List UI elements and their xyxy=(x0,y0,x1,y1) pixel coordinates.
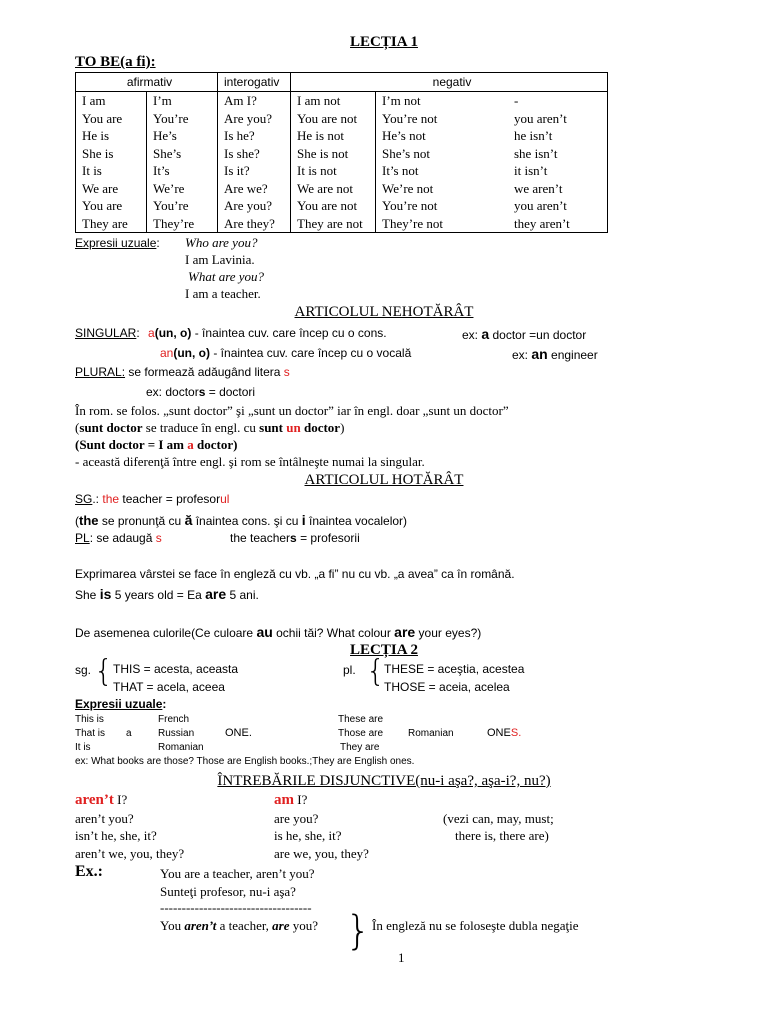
table-cell: He is not xyxy=(297,128,344,143)
grid-that-is: That is xyxy=(75,728,106,739)
table-cell: They’re not xyxy=(382,215,444,231)
colour-line: De asemenea culorile(Ce culoare au ochii tăi? What colour are your eyes?) xyxy=(75,624,482,640)
tag-questions-title: ÎNTREBĂRILE DISJUNCTIVE(nu-i aşa?, aşa-i?, nu?) xyxy=(217,773,551,789)
table-cell: Are we? xyxy=(224,180,268,196)
table-cell: he isn’t xyxy=(514,128,553,143)
age-expression-line: Exprimarea vârstei se face în engleză cu vb. „a fi” nu cu vb. „a avea” ca în română. xyxy=(75,567,515,581)
expr-what: What are you? xyxy=(188,269,265,284)
table-cell: We’re not xyxy=(382,180,434,196)
translation-line: (sunt doctor se traduce în engl. cu sunt un doctor) xyxy=(75,420,345,435)
example-2: Sunteţi profesor, nu-i aşa? xyxy=(160,884,296,899)
table-cell: It’s xyxy=(153,163,170,178)
pl-label: pl. xyxy=(343,663,356,677)
singular-line-a: SINGULAR: a(un, o) - înaintea cuv. care încep cu o cons. xyxy=(75,326,387,340)
table-cell: You are not xyxy=(297,110,358,126)
is-he: is he, she, it? xyxy=(274,828,342,843)
lesson1-title: LECȚIA 1 xyxy=(350,34,418,50)
grid-romanian-2: Romanian xyxy=(408,728,454,739)
expr-who: Who are you? xyxy=(185,235,258,250)
lesson2-title: LECȚIA 2 xyxy=(350,642,418,658)
brace-left-icon: { xyxy=(94,654,114,689)
table-cell: It is xyxy=(82,163,102,178)
col-affirmative-short xyxy=(147,92,218,233)
grid-these-are: These are xyxy=(338,714,384,725)
are-you: are you? xyxy=(274,811,319,826)
table-cell: you aren’t xyxy=(514,198,567,213)
sunt-doctor-line: (Sunt doctor = I am a doctor) xyxy=(75,437,238,452)
table-cell: He’s xyxy=(153,128,177,143)
table-cell: Are you? xyxy=(224,198,273,213)
romanian-usage-line: În rom. se folos. „sunt doctor” şi „sunt un doctor” iar în engl. doar „sunt un doctor” xyxy=(75,403,509,418)
expresii-label-2: Expresii uzuale: xyxy=(75,697,167,711)
example-1: You are a teacher, aren’t you? xyxy=(160,866,315,881)
this-definition: THIS = acesta, aceasta xyxy=(113,662,239,676)
table-cell: I am xyxy=(82,93,106,108)
table-cell: You’re not xyxy=(382,198,438,213)
header-negativ: negativ xyxy=(291,73,608,92)
table-cell: Is it? xyxy=(224,163,250,178)
col-negative-full xyxy=(291,92,376,233)
table-cell: You’re not xyxy=(382,110,438,126)
expr-lavinia: I am Lavinia. xyxy=(185,252,255,267)
table-cell: We are xyxy=(82,180,119,196)
table-cell: They are not xyxy=(297,215,363,231)
grid-russian: Russian xyxy=(158,728,195,739)
grid-those-are: Those are xyxy=(338,728,384,739)
example-an-engineer: ex: an engineer xyxy=(512,346,598,362)
table-cell: She’s not xyxy=(382,145,431,161)
isnt-he: isn’t he, she, it? xyxy=(75,828,157,843)
table-cell: she isn’t xyxy=(514,145,558,161)
grid-a: a xyxy=(126,728,132,739)
table-cell: You’re xyxy=(153,198,189,213)
table-body xyxy=(76,92,608,233)
table-cell: We are not xyxy=(297,180,353,196)
table-cell: She is xyxy=(82,145,114,161)
col-interrogative xyxy=(218,92,291,233)
table-cell: - xyxy=(514,93,519,108)
grid-french: French xyxy=(158,714,190,725)
sg-label: sg. xyxy=(75,663,92,677)
table-cell: Is he? xyxy=(224,128,255,143)
table-cell: we aren’t xyxy=(514,180,563,196)
double-negation-note: În engleză nu se foloseşte dubla negaţie xyxy=(372,918,579,933)
brace-right-icon: { xyxy=(366,654,386,689)
expr-teacher: I am a teacher. xyxy=(185,286,261,301)
example-a-doctor: ex: a doctor =un doctor xyxy=(462,326,587,342)
see-modals-note: (vezi can, may, must; xyxy=(443,811,554,826)
table-cell: they aren’t xyxy=(514,215,570,231)
grid-this-is: This is xyxy=(75,714,104,725)
those-definition: THOSE = aceia, acelea xyxy=(384,680,510,694)
arent-i: aren’t I? xyxy=(75,792,128,808)
table-cell: You’re xyxy=(153,110,189,126)
grid-romanian: Romanian xyxy=(158,742,204,753)
pl-example: the teachers = profesorii xyxy=(230,531,360,545)
indefinite-article-title: ARTICOLUL NEHOTĂRÂT xyxy=(294,304,474,320)
definite-article-title: ARTICOLUL HOTĂRÂT xyxy=(304,472,464,488)
table-cell: it isn’t xyxy=(514,163,548,178)
table-cell: You are xyxy=(82,110,123,126)
table-cell: It is not xyxy=(297,163,337,178)
to-be-table xyxy=(75,72,608,233)
table-cell: They’re xyxy=(153,215,195,231)
table-cell: He’s not xyxy=(382,128,426,143)
sg-line: SG.: the teacher = profesorul xyxy=(75,492,230,506)
are-we: are we, you, they? xyxy=(274,846,369,861)
there-is-note: there is, there are) xyxy=(455,828,549,843)
header-interogativ: interogativ xyxy=(218,73,291,92)
these-definition: THESE = aceştia, acestea xyxy=(384,662,525,676)
table-cell: Am I? xyxy=(224,93,257,108)
header-afirmativ: afirmativ xyxy=(76,73,218,92)
table-cell: You are not xyxy=(297,198,358,213)
table-cell: Is she? xyxy=(224,145,260,161)
table-header-row xyxy=(76,73,608,92)
singular-line-an: an(un, o) - înaintea cuv. care încep cu o vocală xyxy=(160,346,412,360)
table-cell: He is xyxy=(82,128,110,143)
table-cell: You are xyxy=(82,198,123,213)
grid-ones: ONES. xyxy=(487,727,522,739)
col-negative-contracted xyxy=(500,92,608,233)
table-cell: She is not xyxy=(297,145,349,161)
col-negative-short xyxy=(376,92,501,233)
table-cell: It’s not xyxy=(382,163,419,178)
plural-example: ex: doctors = doctori xyxy=(146,385,256,399)
table-cell: We’re xyxy=(153,180,185,196)
table-cell: I am not xyxy=(297,93,341,108)
table-cell: She’s xyxy=(153,145,182,161)
page-number: 1 xyxy=(398,950,405,965)
table-cell: They are xyxy=(82,215,128,231)
example-label: Ex.: xyxy=(75,863,103,880)
table-cell: I’m not xyxy=(382,93,421,108)
example-3: You aren’t a teacher, are you? xyxy=(160,918,319,933)
table-cell: I’m xyxy=(153,93,172,108)
arent-we: aren’t we, you, they? xyxy=(75,846,185,861)
col-affirmative-full xyxy=(76,92,147,233)
plural-line: PLURAL: se formează adăugând litera s xyxy=(75,365,290,379)
am-i: am I? xyxy=(274,792,308,808)
that-definition: THAT = acela, aceea xyxy=(113,680,225,694)
grid-one: ONE. xyxy=(225,727,252,739)
difference-line: - această diferenţă între engl. şi rom se întâlneşte numai la singular. xyxy=(75,454,425,469)
table-cell: Are they? xyxy=(224,215,275,231)
grid-they-are: They are xyxy=(340,742,380,753)
separator-dashes: ----------------------------------- xyxy=(160,900,312,915)
table-cell: Are you? xyxy=(224,110,273,126)
pl-line: PL: se adaugă s xyxy=(75,531,162,545)
expresii-label-1: Expresii uzuale: xyxy=(75,236,160,250)
age-example-line: She is 5 years old = Ea are 5 ani. xyxy=(75,586,259,602)
table-cell: you aren’t xyxy=(514,110,567,126)
grid-it-is: It is xyxy=(75,742,91,753)
pronunciation-line: (the se pronunţă cu ă înaintea cons. şi cu i înaintea vocalelor) xyxy=(75,512,408,528)
closing-brace-icon: { xyxy=(344,908,370,954)
books-example: ex: What books are those? Those are English books.;They are English ones. xyxy=(75,756,415,767)
arent-you: aren’t you? xyxy=(75,811,134,826)
to-be-heading: TO BE(a fi): xyxy=(75,54,156,70)
